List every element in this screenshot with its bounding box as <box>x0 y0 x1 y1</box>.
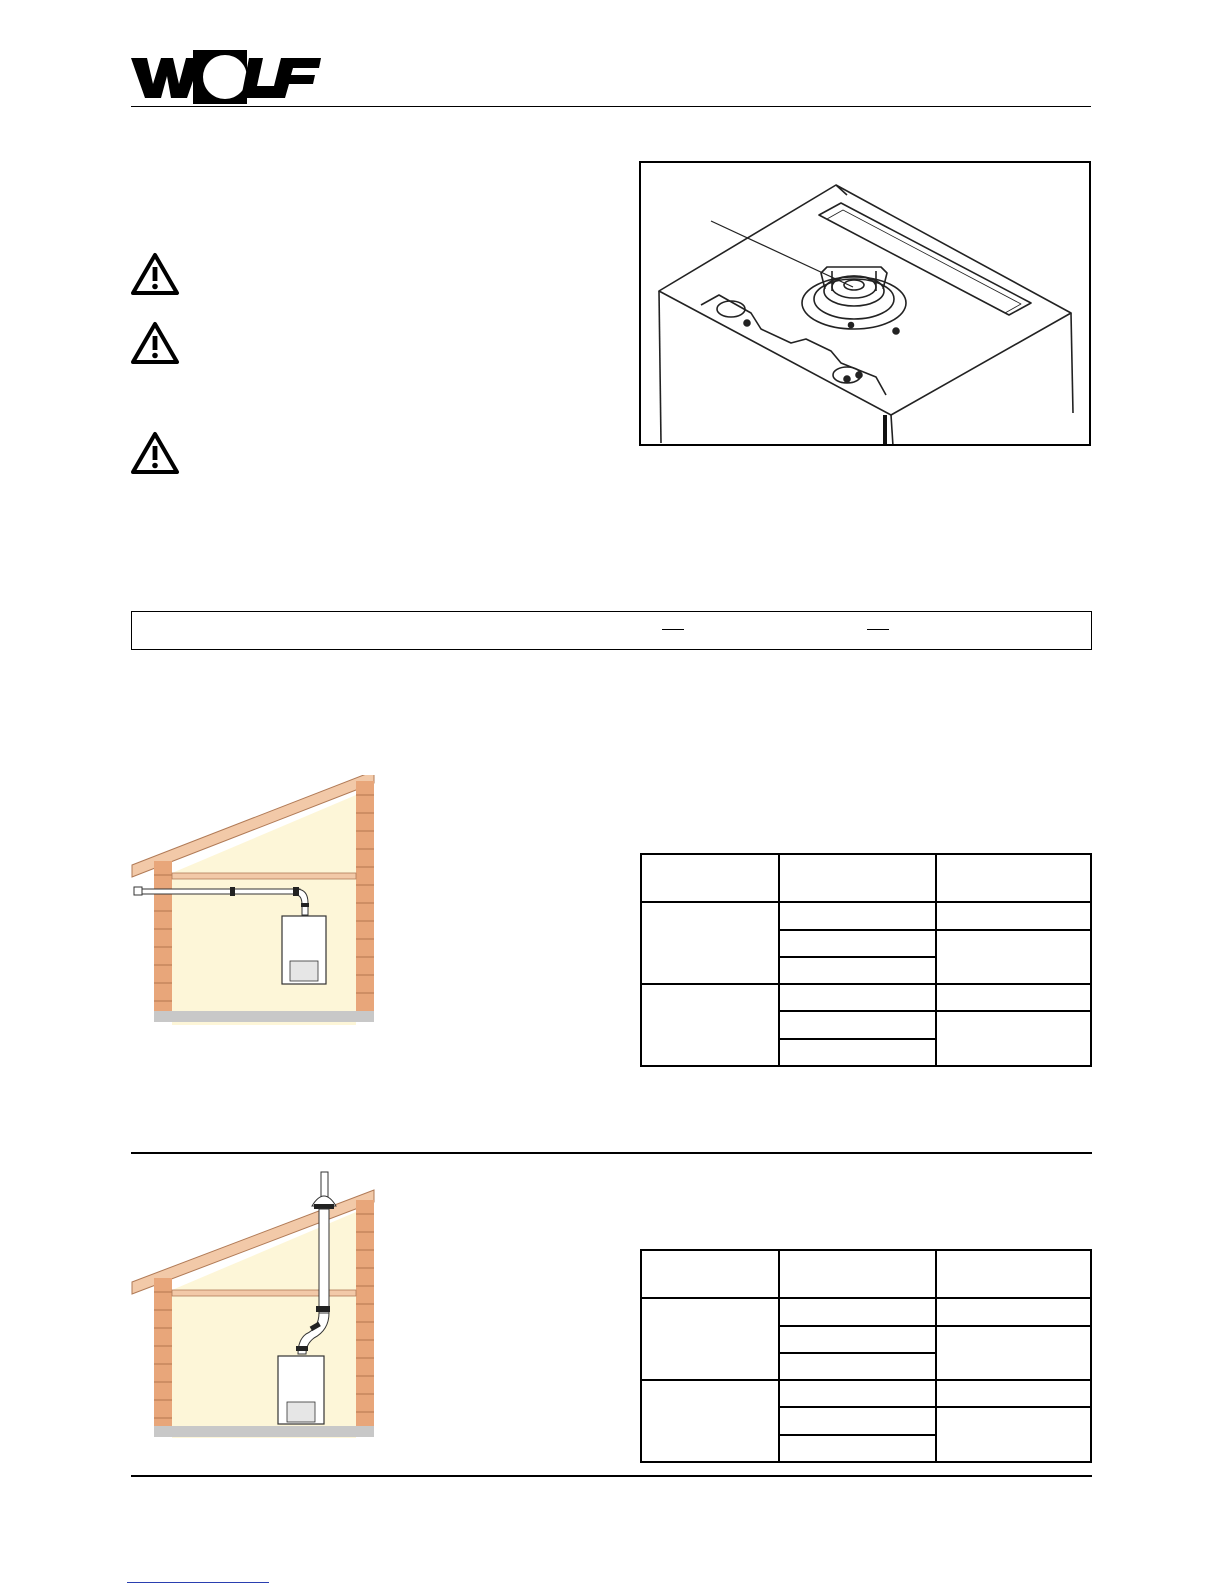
table-cell <box>779 902 936 929</box>
table-header-cell <box>641 1250 779 1298</box>
footer-divider <box>131 1475 1092 1477</box>
house-horizontal-flue-illustration <box>130 775 380 1035</box>
table-cell <box>936 1298 1091 1325</box>
spec-table-2 <box>640 1249 1092 1463</box>
spec-table-1 <box>640 853 1092 1067</box>
table-cell <box>779 957 936 984</box>
table-cell <box>936 1380 1091 1407</box>
table-cell <box>779 1326 936 1353</box>
note-box <box>131 611 1092 650</box>
warning-triangle-icon <box>130 252 180 296</box>
table-cell <box>936 1326 1091 1381</box>
table-cell <box>936 984 1091 1011</box>
table-cell <box>641 1298 779 1380</box>
table-cell <box>779 1435 936 1462</box>
table-cell <box>779 1298 936 1325</box>
table-cell <box>936 902 1091 929</box>
table-cell <box>779 930 936 957</box>
table-cell <box>936 1011 1091 1066</box>
footer-link[interactable] <box>127 1582 269 1583</box>
section-divider <box>131 1152 1092 1154</box>
table-cell <box>779 1011 936 1038</box>
table-header-cell <box>779 1250 936 1298</box>
table-cell <box>936 1407 1091 1462</box>
table-cell <box>641 1380 779 1462</box>
table-cell <box>936 930 1091 985</box>
table-cell <box>779 1039 936 1066</box>
table-cell <box>779 1380 936 1407</box>
underline-mark <box>867 629 889 630</box>
table-cell <box>779 1407 936 1434</box>
table-header-cell <box>936 1250 1091 1298</box>
table-cell <box>779 1353 936 1380</box>
table-header-cell <box>779 854 936 902</box>
table-cell <box>641 902 779 984</box>
wolf-logo <box>131 48 321 104</box>
table-header-cell <box>641 854 779 902</box>
table-cell <box>641 984 779 1066</box>
flue-connection-illustration <box>639 161 1091 446</box>
warning-triangle-icon <box>130 321 180 365</box>
warning-triangle-icon <box>130 431 180 475</box>
underline-mark <box>662 629 684 630</box>
house-vertical-flue-illustration <box>130 1166 380 1449</box>
header-divider <box>131 106 1091 107</box>
table-header-cell <box>936 854 1091 902</box>
table-cell <box>779 984 936 1011</box>
